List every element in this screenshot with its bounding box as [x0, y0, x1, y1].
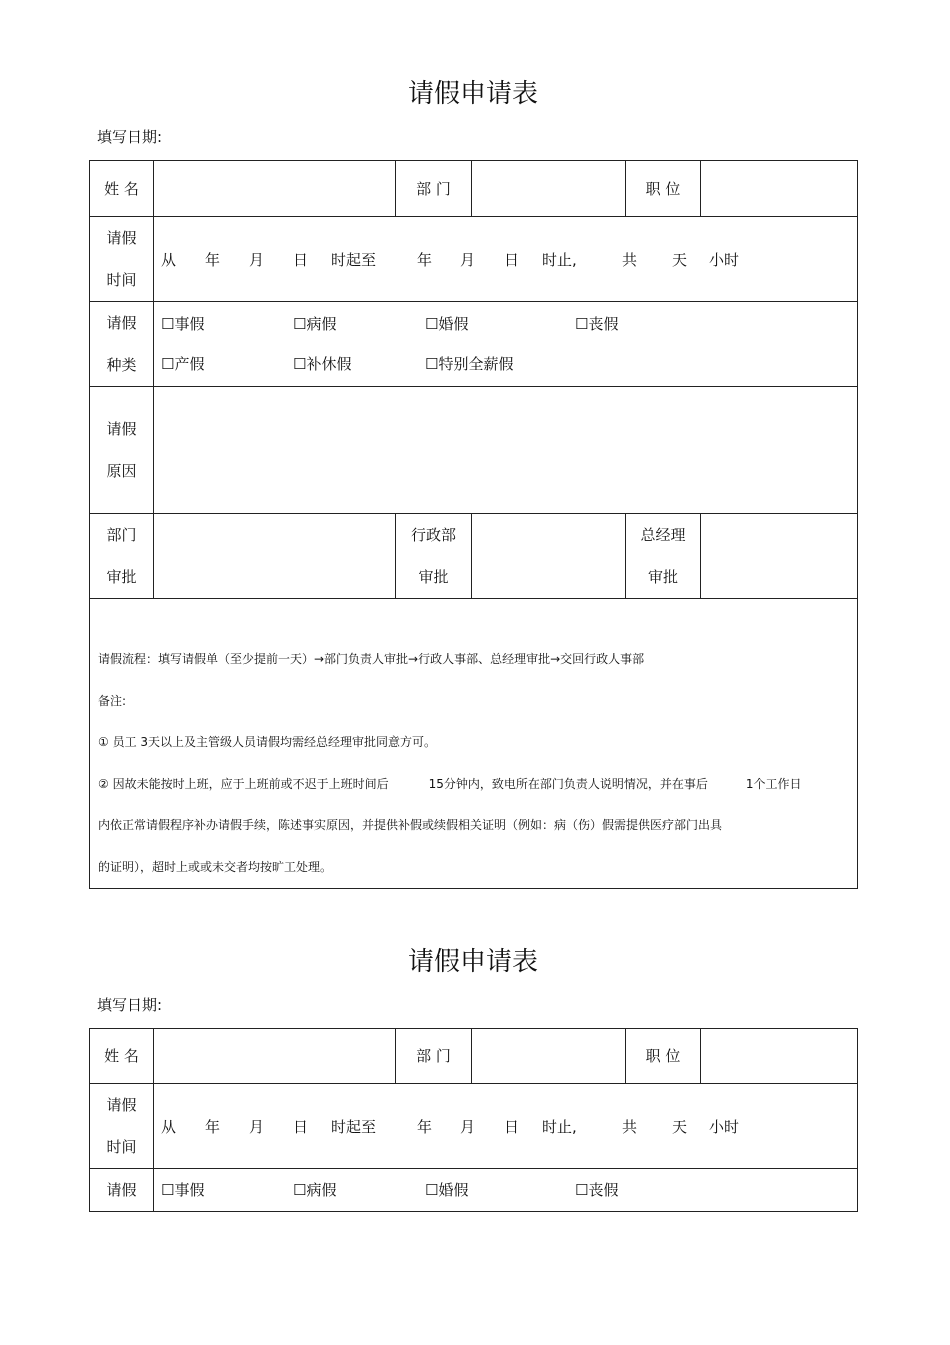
hours-text: 小时	[709, 250, 740, 269]
leave-time-field[interactable]	[154, 1084, 858, 1169]
day-text: 日	[293, 250, 309, 269]
leave-reason-label: 请假 原因	[90, 387, 154, 514]
leave-time-label: 请假 时间	[90, 1084, 154, 1169]
days-text: 天	[672, 1117, 688, 1136]
month-text: 月	[249, 1117, 265, 1136]
department-field[interactable]	[472, 161, 626, 217]
leave-type-label: 请假 种类	[90, 302, 154, 387]
day-text: 日	[504, 250, 520, 269]
note-item-2-line-2: 内依正常请假程序补办请假手续，陈述事实原因，并提供补假或续假相关证明（例如：病（伤）假需提供医疗部门出具	[98, 818, 723, 832]
day-text: 日	[293, 1117, 309, 1136]
end-text: 时止,	[542, 1117, 577, 1136]
compensatory-leave-checkbox[interactable]: ☐补休假	[293, 355, 352, 373]
position-field[interactable]	[701, 161, 858, 217]
special-paid-leave-checkbox[interactable]: ☐特别全薪假	[425, 355, 514, 373]
name-label: 姓 名	[90, 161, 154, 217]
maternity-leave-checkbox[interactable]: ☐产假	[161, 355, 205, 373]
form-title: 请假申请表	[407, 947, 538, 977]
department-label: 部 门	[396, 161, 472, 217]
personal-leave-checkbox[interactable]: ☐事假	[161, 1181, 205, 1199]
bereavement-leave-checkbox[interactable]: ☐丧假	[575, 315, 619, 333]
year-text: 年	[205, 250, 221, 269]
department-label: 部 门	[396, 1029, 472, 1084]
admin-approval-field[interactable]	[472, 514, 626, 599]
start-text: 时起至	[331, 1117, 377, 1136]
month-text: 月	[460, 250, 476, 269]
department-field[interactable]	[472, 1029, 626, 1084]
leave-form-table	[89, 1028, 858, 1212]
from-text: 从	[161, 1117, 177, 1136]
total-text: 共	[622, 1117, 638, 1136]
leave-time-field[interactable]	[154, 217, 858, 302]
month-text: 月	[460, 1117, 476, 1136]
position-label: 职 位	[626, 161, 701, 217]
from-text: 从	[161, 250, 177, 269]
day-text: 日	[504, 1117, 520, 1136]
year-text: 年	[417, 1117, 433, 1136]
year-text: 年	[205, 1117, 221, 1136]
remark-label: 备注:	[98, 693, 127, 708]
name-field[interactable]	[154, 1029, 396, 1084]
dept-approval-field[interactable]	[154, 514, 396, 599]
leave-process-text: 请假流程：填写请假单（至少提前一天）→部门负责人审批→行政人事部、总经理审批→交回行政人事部	[98, 652, 645, 666]
leave-form-table	[89, 160, 858, 889]
leave-type-options	[154, 1169, 858, 1212]
marriage-leave-checkbox[interactable]: ☐婚假	[425, 315, 469, 333]
note-item-2: ② 因故未能按时上班，应于上班前或不迟于上班时间后 15分钟内，致电所在部门负责人说明情况，并在事后 1个工作日	[98, 776, 802, 791]
leave-reason-field[interactable]	[154, 387, 858, 514]
leave-type-label: 请假	[90, 1169, 154, 1212]
position-field[interactable]	[701, 1029, 858, 1084]
bereavement-leave-checkbox[interactable]: ☐丧假	[575, 1181, 619, 1199]
leave-form-2	[89, 942, 857, 1199]
year-text: 年	[417, 250, 433, 269]
note-item-2-line-3: 的证明），超时上或或未交者均按旷工处理。	[98, 859, 333, 874]
leave-type-options	[154, 302, 858, 387]
month-text: 月	[249, 250, 265, 269]
total-text: 共	[622, 250, 638, 269]
gm-approval-label: 总经理 审批	[626, 514, 701, 599]
fill-date-label: 填写日期:	[97, 996, 163, 1014]
end-text: 时止,	[542, 250, 577, 269]
leave-form-1	[89, 74, 857, 874]
marriage-leave-checkbox[interactable]: ☐婚假	[425, 1181, 469, 1199]
gm-approval-field[interactable]	[701, 514, 858, 599]
form-title: 请假申请表	[407, 79, 538, 109]
note-item-1: ① 员工 3天以上及主管级人员请假均需经总经理审批同意方可。	[98, 735, 437, 749]
fill-date-label: 填写日期:	[97, 128, 163, 146]
leave-time-label: 请假 时间	[90, 217, 154, 302]
sick-leave-checkbox[interactable]: ☐病假	[293, 1181, 337, 1199]
sick-leave-checkbox[interactable]: ☐病假	[293, 315, 337, 333]
admin-approval-label: 行政部 审批	[396, 514, 472, 599]
dept-approval-label: 部门 审批	[90, 514, 154, 599]
days-text: 天	[672, 250, 688, 269]
position-label: 职 位	[626, 1029, 701, 1084]
notes-section	[90, 599, 858, 889]
personal-leave-checkbox[interactable]: ☐事假	[161, 315, 205, 333]
start-text: 时起至	[331, 250, 377, 269]
hours-text: 小时	[709, 1117, 740, 1136]
name-field[interactable]	[154, 161, 396, 217]
name-label: 姓 名	[90, 1029, 154, 1084]
